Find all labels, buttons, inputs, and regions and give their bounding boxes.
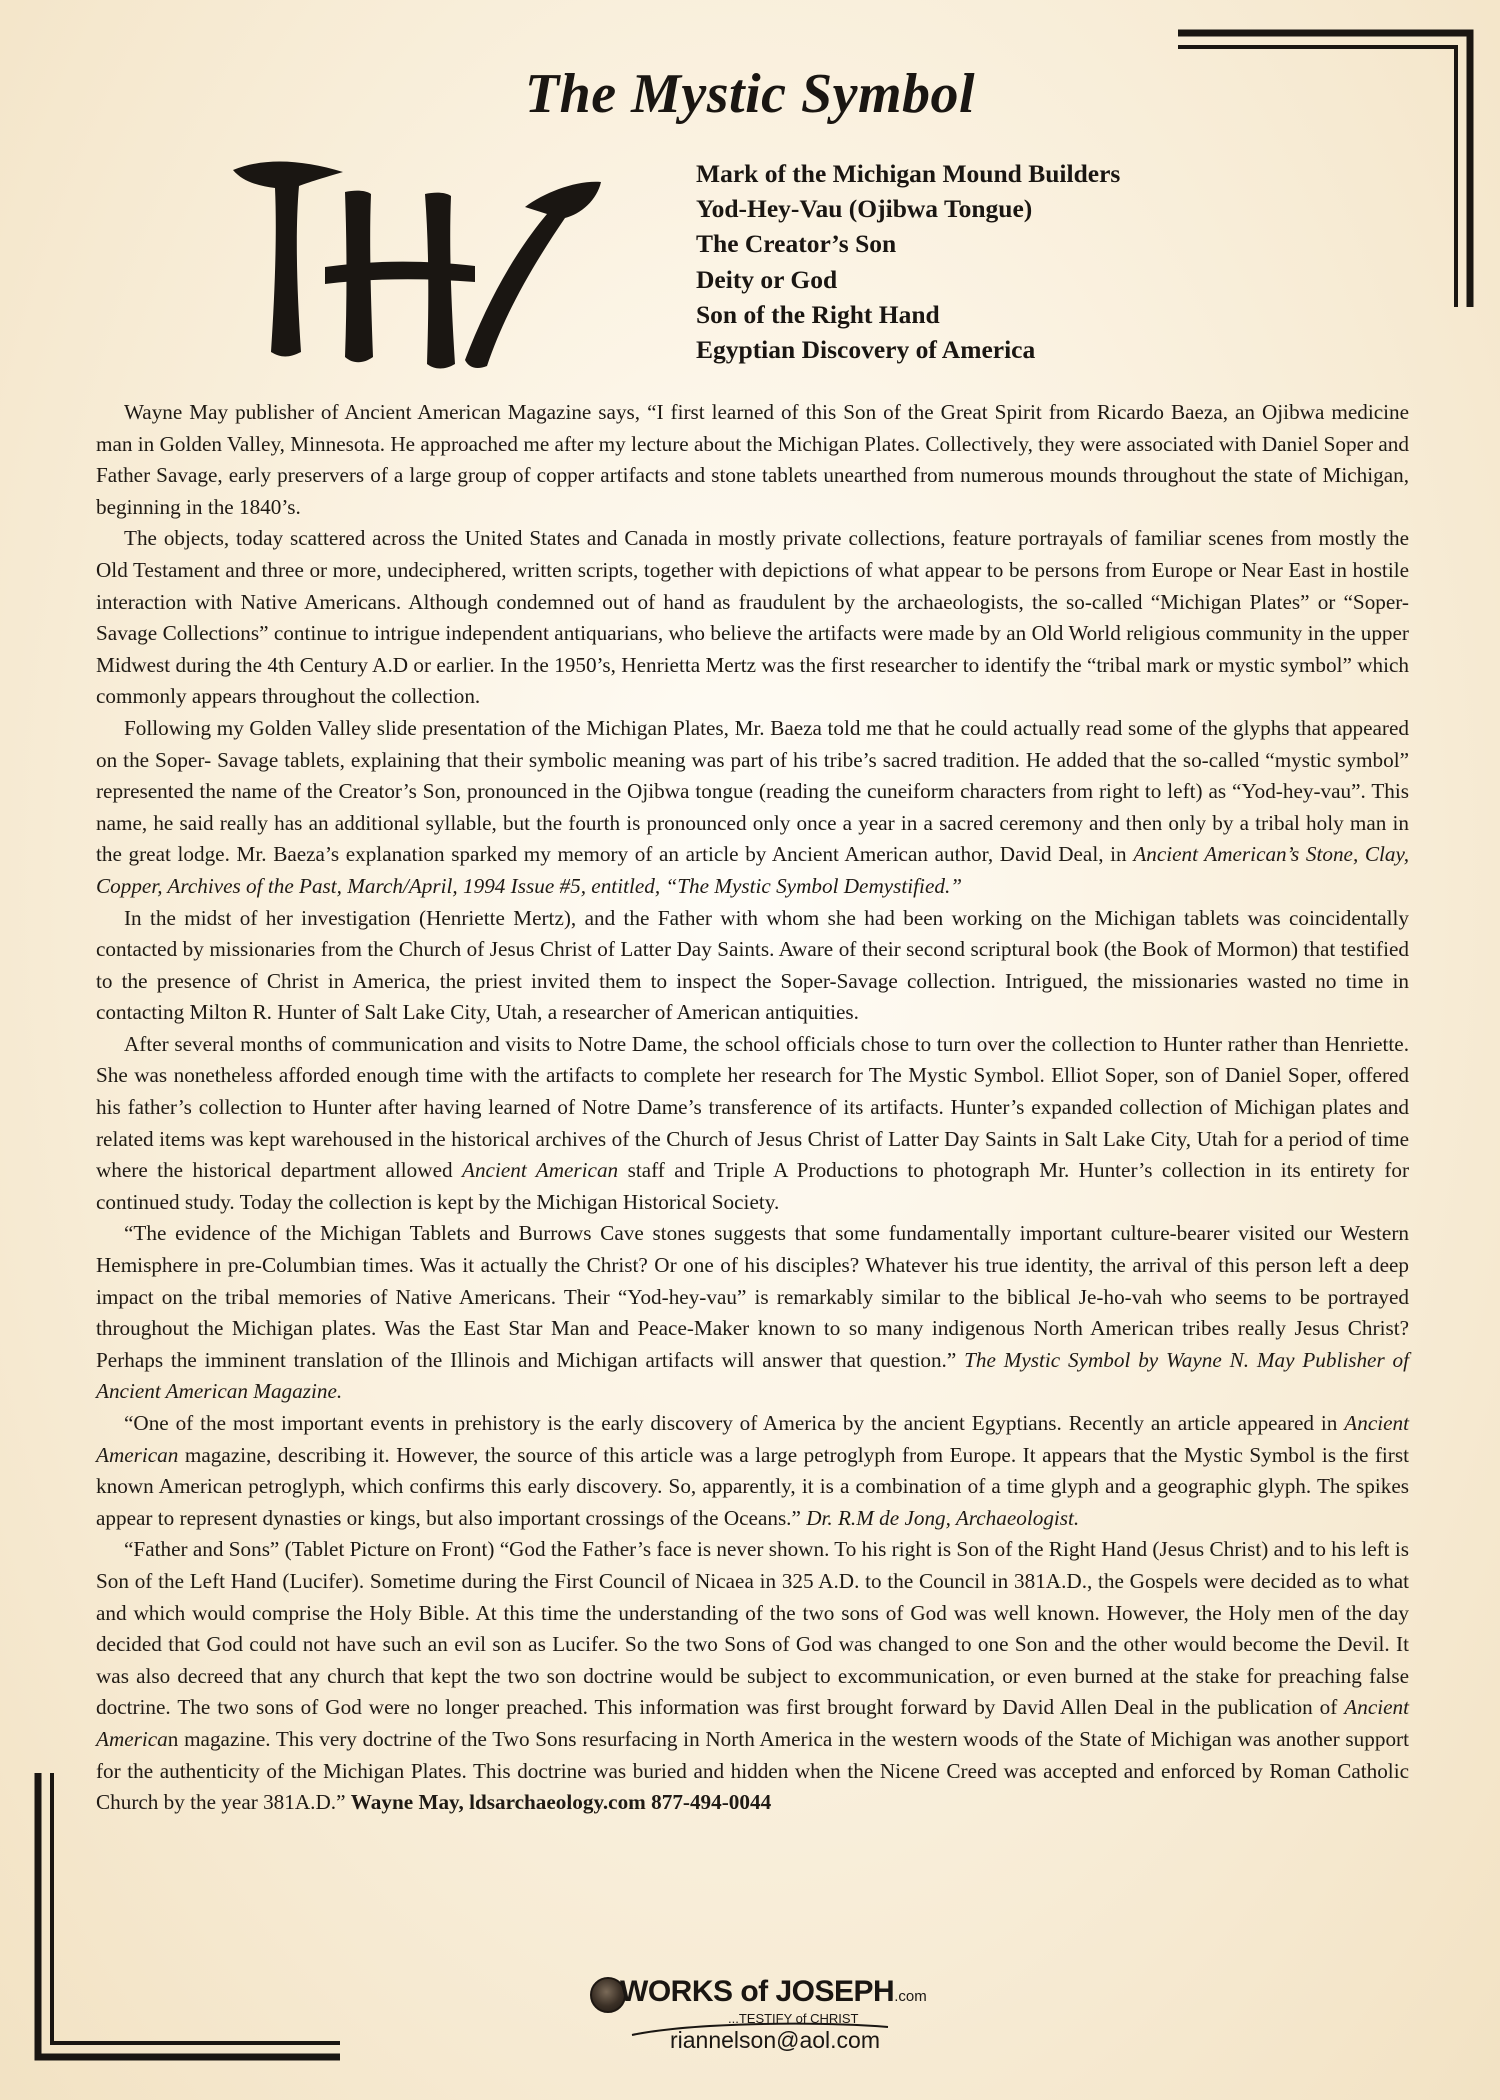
meaning-item: Mark of the Michigan Mound Builders xyxy=(696,159,1121,188)
meaning-item: Deity or God xyxy=(696,264,838,294)
article-body xyxy=(96,397,1409,1819)
citation: The Mystic Symbol by Wayne N. May Publisher of Ancient American Magazine. xyxy=(96,1347,1410,1404)
meaning-item: The Creator’s Son xyxy=(696,229,897,259)
logo-name: WORKS of JOSEPH.com xyxy=(620,1975,927,2008)
meaning-item: Son of the Right Hand xyxy=(696,299,940,329)
logo-tagline: ...TESTIFY of CHRIST xyxy=(728,2011,859,2026)
mystic-symbol-glyph-icon xyxy=(225,152,605,377)
paragraph-6: “The evidence of the Michigan Tablets and Burrows Cave stones suggests that some fundamentally important culture-bearer visited our Western Hemisphere in pre-Columbian times. Was it actually the Christ? Or one of his disciples? Whatever his true identity, the arrival of this person left a deep impact on the tribal memories of Native Americans. Their “Yod-hey-vau” is remarkably similar to the biblical Je-ho-vah who seems to be portrayed throughout the Michigan plates. Was the East Star Man and Peace-Maker known to so many indigenous North American tribes really Jesus Christ? Perhaps the imminent translation of the Illinois and Michigan artifacts will answer that question.” The Mystic Symbol by Wayne N. May Publisher of Ancient American Magazine. xyxy=(96,1221,1410,1404)
meaning-item: Egyptian Discovery of America xyxy=(696,335,1036,365)
paragraph-4: In the midst of her investigation (Henriette Mertz), and the Father with whom she had been working on the Michigan tablets was coincidentally contacted by missionaries from the Church of Jesus Christ of Latter Day Saints. Aware of their second scriptural book (the Book of Mormon) that testified to the presence of Christ in America, the priest invited them to inspect the Soper-Savage collection. Intrigued, the missionaries wasted no time in contacting Milton R. Hunter of Salt Lake City, Utah, a researcher of American antiquities. xyxy=(96,905,1409,1025)
paragraph-7: “One of the most important events in prehistory is the early discovery of America by the ancient Egyptians. Recently an article appeared in Ancient American magazine, describing it. However, the source of this article was a large petroglyph from Europe. It appears that the Mystic Symbol is the first known American petroglyph, which confirms this early discovery. So, apparently, it is a combination of a time glyph and a geographic glyph. The spikes appear to represent dynasties or kings, but also important crossings of the Oceans.” Dr. R.M de Jong, Archaeologist. xyxy=(96,1411,1409,1530)
paragraph-5: After several months of communication and visits to Notre Dame, the school officials chose to turn over the collection to Hunter rather than Henriette. She was nonetheless afforded enough time with the artifacts to complete her research for The Mystic Symbol. Elliot Soper, son of Daniel Soper, offered his father’s collection to Hunter after having learned of Notre Dame’s transference of its artifacts. Hunter’s expanded collection of Michigan plates and related items was kept warehoused in the historical archives of the Church of Jesus Christ of Latter Day Saints in Salt Lake City, Utah for a period of time where the historical department allowed Ancient American staff and Triple A Productions to photograph Mr. Hunter’s collection in its entirety for continued study. Today the collection is kept by the Michigan Historical Society. xyxy=(96,1031,1410,1214)
symbol-meanings-list xyxy=(696,156,1256,367)
page-title: The Mystic Symbol xyxy=(524,63,976,125)
paragraph-3: Following my Golden Valley slide presentation of the Michigan Plates, Mr. Baeza told me that he could actually read some of the glyphs that appeared on the Soper- Savage tablets, explaining that their symbolic meaning was part of his tribe’s sacred tradition. He added that the so-called “mystic symbol” represented the name of the Creator’s Son, pronounced in the Ojibwa tongue (reading the cuneiform characters from right to left) as “Yod-hey-vau”. This name, he said really has an additional syllable, but the fourth is pronounced only once a year in a sacred ceremony and then only by a tribal holy man in the great lodge. Mr. Baeza’s explanation sparked my memory of an article by Ancient American author, David Deal, in Ancient American’s Stone, Clay, Copper, Archives of the Past, March/April, 1994 Issue #5, entitled, “The Mystic Symbol Demystified.” xyxy=(96,715,1410,898)
signature: Wayne May, ldsarchaeology.com 877-494-0044 xyxy=(350,1790,772,1815)
paragraph-2: The objects, today scattered across the United States and Canada in mostly private collections, feature portrayals of familiar scenes from mostly the Old Testament and three or more, undeciphered, written scripts, together with depictions of what appear to be persons from Europe or Near East in hostile interaction with Native Americans. Although condemned out of hand as fraudulent by the archaeologists, the so-called “Michigan Plates” or “Soper- Savage Collections” continue to intrigue independent antiquarians, who believe the artifacts were made by an Old World religious community in the upper Midwest during the 4th Century A.D or earlier. In the 1950’s, Henrietta Mertz was the first researcher to identify the “tribal mark or mystic symbol” which commonly appears throughout the collection. xyxy=(96,526,1409,709)
paragraph-8: “Father and Sons” (Tablet Picture on Front) “God the Father’s face is never shown. To his right is Son of the Right Hand (Jesus Christ) and to his left is Son of the Left Hand (Lucifer). Sometime during the First Council of Nicaea in 325 A.D. to the Council in 381A.D., the Gospels were decided as to what and which would comprise the Holy Bible. At this time the understanding of the two sons of God was well known. However, the Holy men of the day decided that God could not have such an evil son as Lucifer. So the two Sons of God was changed to one Son and the other would become the Devil. It was also decreed that any church that kept the two son doctrine would be subject to excommunication, or even burned at the stake for preaching false doctrine. The two sons of God were no longer preached. This information was first brought forward by David Allen Deal in the publication of Ancient American magazine. This very doctrine of the Two Sons resurfacing in North America in the western woods of the State of Michigan was another support for the authenticity of the Michigan Plates. This doctrine was buried and hidden when the Nicene Creed was accepted and enforced by Roman Catholic Church by the year 381A.D.” Wayne May, ldsarchaeology.com 877-494-0044 xyxy=(96,1537,1409,1815)
works-of-joseph-logo[interactable] xyxy=(590,1975,927,2075)
citation: Ancient American’s Stone, Clay, Copper, Archives of the Past, March/April, 1994 Issue #5, entitled, “The Mystic Symbol Demystified.” xyxy=(96,842,1410,898)
citation: Dr. R.M de Jong, Archaeologist. xyxy=(806,1505,1080,1530)
meaning-item: Yod-Hey-Vau (Ojibwa Tongue) xyxy=(696,194,1033,224)
contact-email[interactable]: riannelson@aol.com xyxy=(670,2027,881,2053)
paragraph-1: Wayne May publisher of Ancient American Magazine says, “I first learned of this Son of the Great Spirit from Ricardo Baeza, an Ojibwa medicine man in Golden Valley, Minnesota. He approached me after my lecture about the Michigan Plates. Collectively, they were associated with Daniel Soper and Father Savage, early preservers of a large group of copper artifacts and stone tablets unearthed from numerous mounds throughout the state of Michigan, beginning in the 1840’s. xyxy=(96,400,1409,519)
